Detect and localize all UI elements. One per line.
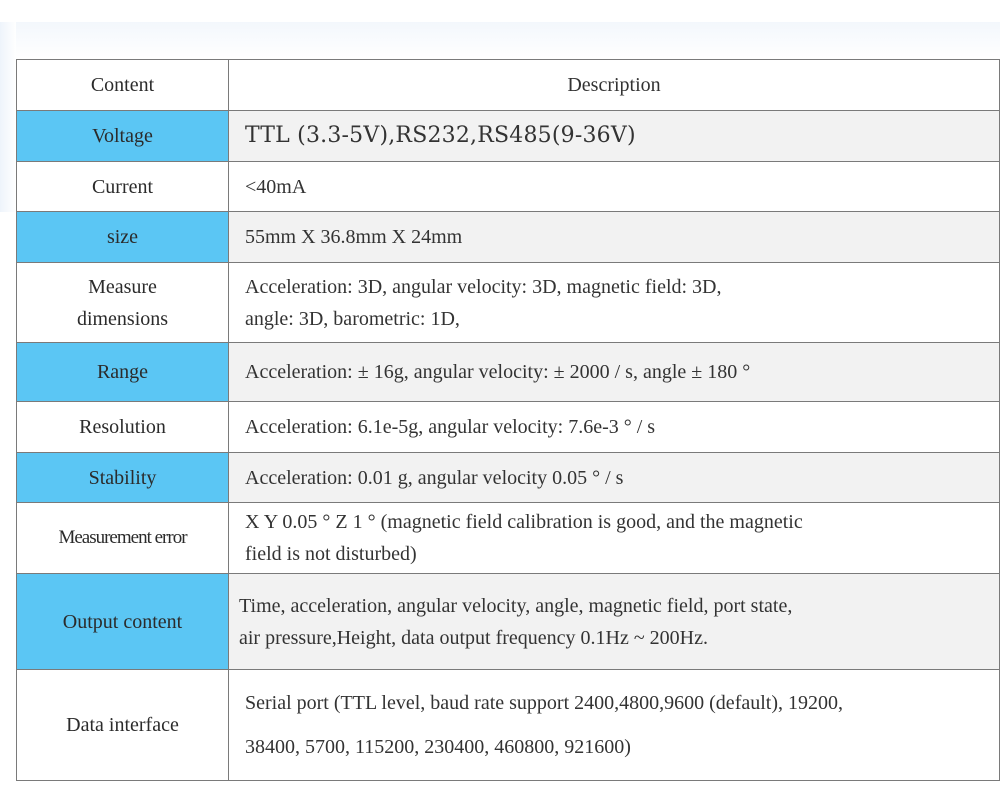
row-label-measurement-error: Measurement error [17, 503, 229, 574]
top-band [0, 0, 1000, 22]
desc-line: 38400, 5700, 115200, 230400, 460800, 921600) [245, 736, 631, 758]
spec-table [16, 59, 1000, 781]
desc-line: Serial port (TTL level, baud rate support 2400,4800,9600 (default), 19200, [245, 692, 843, 714]
table-row-data-interface [17, 670, 1000, 781]
desc-line: Acceleration: 3D, angular velocity: 3D, magnetic field: 3D, [245, 275, 722, 298]
row-desc-output-content [229, 574, 1000, 670]
table-row-range [17, 343, 1000, 402]
row-label-current: Current [17, 162, 229, 212]
row-label-size: size [17, 212, 229, 263]
table-row-size [17, 212, 1000, 263]
row-desc-stability: Acceleration: 0.01 g, angular velocity 0.05 ° / s [229, 453, 1000, 503]
row-label-resolution: Resolution [17, 402, 229, 453]
desc-line: air pressure,Height, data output frequency 0.1Hz ~ 200Hz. [239, 626, 709, 649]
row-desc-voltage [229, 111, 1000, 162]
label-line: Measure [88, 275, 157, 298]
row-label-measure-dimensions [17, 263, 229, 343]
side-fade [0, 22, 16, 212]
header-content: Content [17, 60, 229, 111]
header-description: Description [229, 60, 1000, 111]
row-desc-measure-dimensions [229, 263, 1000, 343]
row-desc-range: Acceleration: ± 16g, angular velocity: ± 2000 / s, angle ± 180 ° [229, 343, 1000, 402]
desc-line: angle: 3D, barometric: 1D, [245, 307, 460, 330]
table-header-row [17, 60, 1000, 111]
table-row-output-content [17, 574, 1000, 670]
table-row-stability [17, 453, 1000, 503]
row-desc-measurement-error [229, 503, 1000, 574]
row-label-stability: Stability [17, 453, 229, 503]
desc-line: field is not disturbed) [245, 543, 417, 565]
row-label-output-content: Output content [17, 574, 229, 670]
row-desc-current: <40mA [229, 162, 1000, 212]
row-label-data-interface: Data interface [17, 670, 229, 781]
table-row-voltage [17, 111, 1000, 162]
row-label-range: Range [17, 343, 229, 402]
table-row-measurement-error [17, 503, 1000, 574]
row-desc-resolution: Acceleration: 6.1e-5g, angular velocity: 7.6e-3 ° / s [229, 402, 1000, 453]
header-bar [0, 22, 1000, 58]
table-row-current [17, 162, 1000, 212]
row-desc-size: 55mm X 36.8mm X 24mm [229, 212, 1000, 263]
voltage-text: TTL (3.3-5V),RS232,RS485(9-36V) [245, 123, 636, 148]
table-row-resolution [17, 402, 1000, 453]
row-label-voltage: Voltage [17, 111, 229, 162]
row-desc-data-interface [229, 670, 1000, 781]
table-row-measure-dimensions [17, 263, 1000, 343]
desc-line: Time, acceleration, angular velocity, angle, magnetic field, port state, [239, 594, 793, 617]
label-line: dimensions [76, 307, 169, 330]
desc-line: X Y 0.05 ° Z 1 ° (magnetic field calibration is good, and the magnetic [245, 511, 803, 533]
